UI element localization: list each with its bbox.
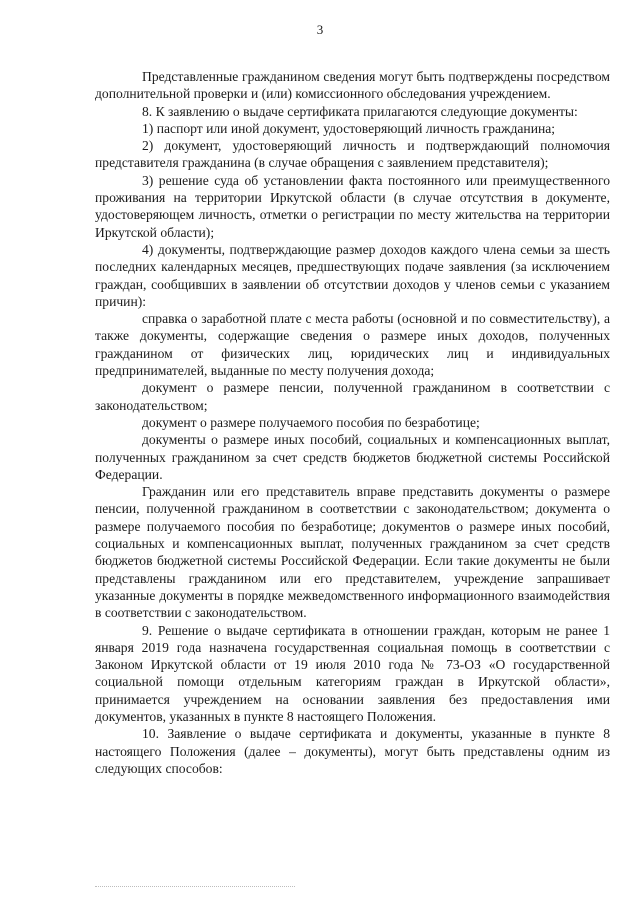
paragraph-10-submission: 10. Заявление о выдаче сертификата и документы, указанные в пункте 8 настоящего Положения (далее – документы), могут быть представлены одним из следующих способов: bbox=[95, 726, 610, 776]
list-item-income-documents: 4) документы, подтверждающие размер доходов каждого члена семьи за шесть последних календарных месяцев, предшествующих подаче заявления (за исключением граждан, сообщивших в заявлении об отсутствии доходов у членов семьи с указанием причин): bbox=[95, 241, 610, 309]
paragraph-8-intro: 8. К заявлению о выдаче сертификата прилагаются следующие документы: bbox=[142, 103, 578, 119]
list-item-passport: 1) паспорт или иной документ, удостоверяющий личность гражданина; bbox=[142, 120, 556, 136]
paragraph-interagency-request: Гражданин или его представитель вправе представить документы о размере пенсии, полученной гражданином в соответствии с законодательством; документа о размере получаемого пособия по безработице; документов о размере иных пособий, социальных и компенсационных выплат, полученных гражданином за счет средств бюджетов бюджетной системы Российской Федерации. Если такие документы не были представлены гражданином или его представителем, учреждение запрашивает указанные документы в порядке межведомственного информационного взаимодействия в соответствии с законодательством. bbox=[95, 484, 610, 621]
sub-item-pension-document: документ о размере пенсии, полученной гражданином в соответствии с законодательством; bbox=[95, 380, 610, 413]
page-number: 3 bbox=[316, 22, 324, 37]
sub-item-unemployment-document: документ о размере получаемого пособия по безработице; bbox=[142, 414, 480, 430]
list-item-court-decision: 3) решение суда об установлении факта постоянного или преимущественного проживания на территории Иркутской области (в случае отсутствия в документе, удостоверяющем личность, отметки о регистрации по месту жительства на территории Иркутской области); bbox=[95, 172, 610, 240]
document-body bbox=[95, 68, 610, 777]
paragraph-verification: Представленные гражданином сведения могут быть подтверждены посредством дополнительной проверки и (или) комиссионного обследования учреждением. bbox=[95, 69, 610, 102]
sub-item-other-benefits: документы о размере иных пособий, социальных и компенсационных выплат, полученных гражданином за счет средств бюджетов бюджетной системы Российской Федерации. bbox=[95, 432, 610, 482]
list-item-representative-document: 2) документ, удостоверяющий личность и подтверждающий полномочия представителя гражданина (в случае обращения с заявлением представителя); bbox=[95, 138, 610, 171]
footer-divider bbox=[95, 886, 295, 887]
sub-item-salary-certificate: справка о заработной плате с места работы (основной и по совместительству), а также документы, содержащие сведения о размере иных доходов, полученных гражданином от физических лиц, юридических лиц и индивидуальных предпринимателей, выданные по месту получения дохода; bbox=[95, 311, 610, 379]
paragraph-9-decision: 9. Решение о выдаче сертификата в отношении граждан, которым не ранее 1 января 2019 года назначена государственная социальная помощь в соответствии с Законом Иркутской области от 19 июля 2010 года № 73-ОЗ «О государственной социальной помощи отдельным категориям граждан в Иркутской области», принимается учреждением на основании заявления без предоставления ими документов, указанных в пункте 8 настоящего Положения. bbox=[95, 622, 610, 724]
